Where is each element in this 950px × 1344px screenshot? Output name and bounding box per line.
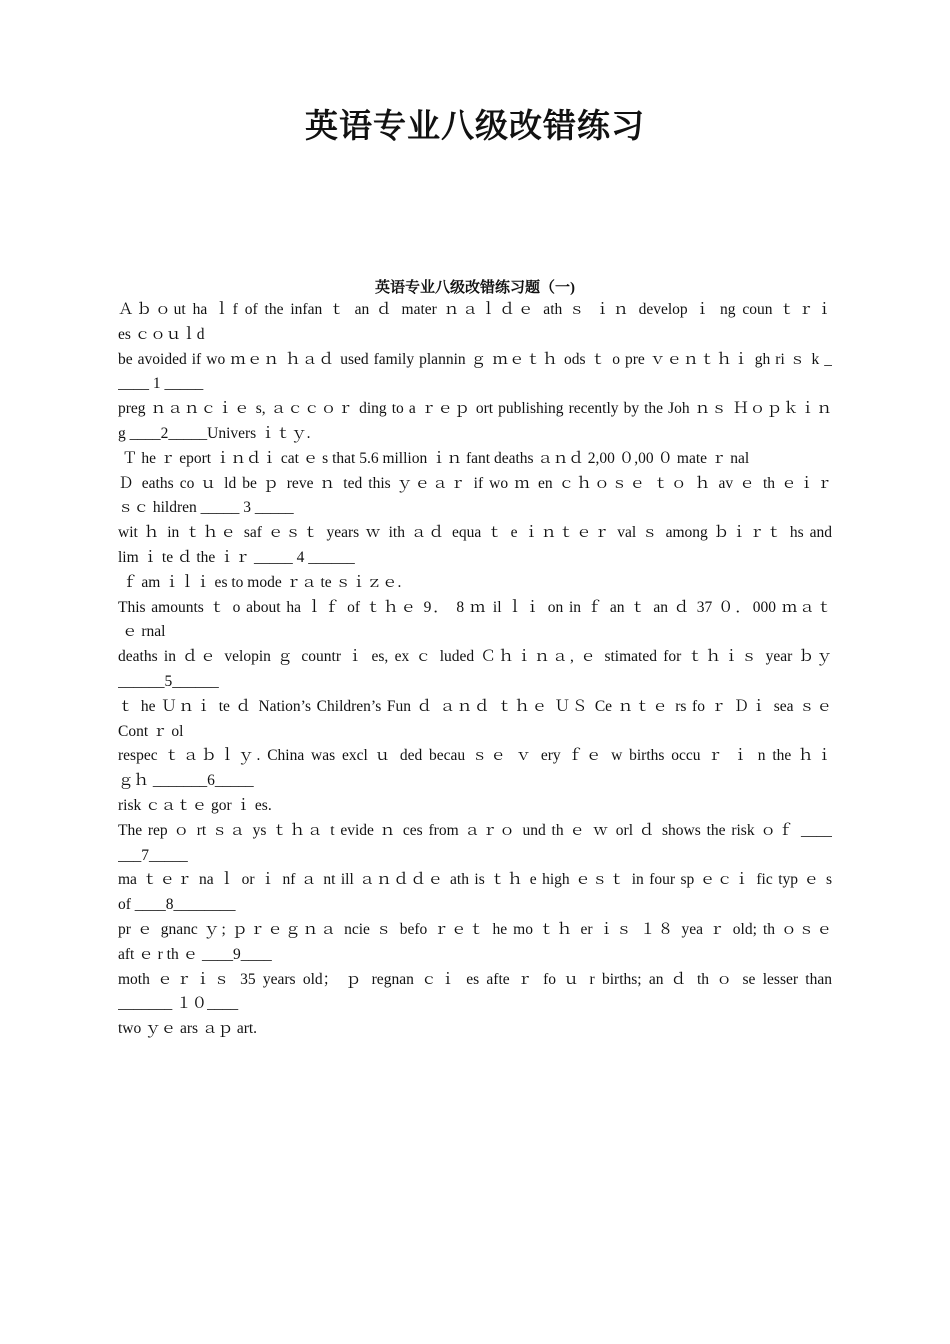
passage-line: Ａｂｏut ha ｌf of the infan ｔ an ｄ mater ｎａｌｄｅ ath ｓ ｉｎ develop ｉ ng coun ｔｒｉ <box>118 301 832 318</box>
passage-line: es ｃｏｕｌd <box>118 325 205 343</box>
passage-line: aft ｅ r th ｅ ____9____ <box>118 945 272 963</box>
passage-line: _______ １０____ <box>118 995 239 1013</box>
passage-line: ｓｃ hildren _____ 3 _____ <box>118 499 294 517</box>
passage-line: two ｙｅ ars ａｐ art. <box>118 1020 258 1038</box>
passage-line: respec ｔａｂｌｙ. China was excl ｕ ded becau ｓｅ ｖ ery ｆｅ w births occu ｒ ｉ n the ｈｉ <box>118 747 832 765</box>
passage-line: ｅ rnal <box>122 623 166 641</box>
passage-line: g ____2_____Univers ｉｔｙ. <box>118 424 311 442</box>
passage-line: ｆ am ｉｌｉ es to mode ｒａ te ｓｉｚｅ. <box>122 573 402 591</box>
passage-line: ____ 1 _____ <box>118 375 204 393</box>
passage-line: ______5______ <box>118 672 219 690</box>
passage-line: moth ｅｒｉｓ 35 years old； ｐ regnan ｃｉ es afte ｒ fo ｕ r births; an ｄ th ｏ se lesser than <box>118 970 832 988</box>
passage-line: of ____8________ <box>118 896 236 914</box>
passage-line: preg ｎａｎｃｉｅ s, ａｃｃｏｒ ding to a ｒｅｐ ort publishing recently by the Joh ｎｓ Ｈｏｐｋｉｎ <box>118 400 832 418</box>
passage-line: This amounts ｔ o about ha ｌｆ of ｔｈｅ 9． 8 ｍ il ｌｉ on in ｆ an ｔ an ｄ 37 ０．000 ｍａｔ <box>118 598 832 616</box>
exercise-heading: 英语专业八级改错练习题（一) <box>375 280 575 296</box>
passage-line: ｇｈ _______6_____ <box>118 772 254 790</box>
document-title: 英语专业八级改错练习 <box>305 106 645 145</box>
passage-line: be avoided if wo ｍｅｎ ｈａｄ used family plannin ｇ ｍｅｔｈ ods ｔ o pre ｖｅｎｔｈｉ gh ri ｓ k _ <box>118 350 832 368</box>
passage-line: The rep ｏ rt ｓａ ys ｔｈａ t evide ｎ ces from ａｒｏ und th ｅ ｗ orl ｄ shows the risk ｏｆ ____ <box>118 821 832 839</box>
passage-line: Ｄ eaths co ｕ ld be ｐ reve ｎ ted this ｙｅａｒ if wo ｍ en ｃｈｏｓｅ ｔｏ ｈ av ｅ th ｅｉｒ <box>118 474 832 492</box>
passage-line: wit ｈ in ｔｈｅ saf ｅｓｔ years ｗ ith ａｄ equa ｔ e ｉｎｔｅｒ val ｓ among ｂｉｒｔ hs and <box>118 524 832 542</box>
passage-line: ｔ he Ｕｎｉ te ｄ Nation’s Children’s Fun ｄ ａｎｄ ｔｈｅ ＵＳ Ce ｎｔｅ rs fo ｒ Ｄｉ sea ｓｅ <box>118 697 832 715</box>
passage-line: ma ｔｅｒ na ｌ or ｉ nf ａ nt ill ａｎｄｄｅ ath is ｔｈ e high ｅｓｔ in four sp ｅｃｉ fic typ ｅ s <box>118 871 832 889</box>
passage-line: lim ｉ te ｄ the ｉｒ _____ 4 ______ <box>118 548 355 566</box>
passage-line: Ｔ he ｒ eport ｉｎｄｉ cat ｅ s that 5.6 million ｉｎ fant deaths ａｎｄ 2,00 ０,00 ０ mate ｒ nal <box>122 449 750 467</box>
exercise-passage <box>118 298 832 1042</box>
passage-line: pr ｅ gnanc ｙ; ｐｒｅｇｎａ ncie ｓ befo ｒｅｔ he mo ｔｈ er ｉｓ １８ yea ｒ old; th ｏｓｅ <box>118 920 832 938</box>
passage-line: deaths in ｄｅ velopin ｇ countr ｉ es, ex ｃ luded Ｃｈｉｎａ, ｅ stimated for ｔｈｉｓ year ｂｙ <box>118 648 832 666</box>
passage-line: risk ｃａｔｅ gor ｉ es. <box>118 796 272 814</box>
passage-line: ___7_____ <box>118 846 188 864</box>
passage-line: Cont ｒ ol <box>118 722 184 740</box>
